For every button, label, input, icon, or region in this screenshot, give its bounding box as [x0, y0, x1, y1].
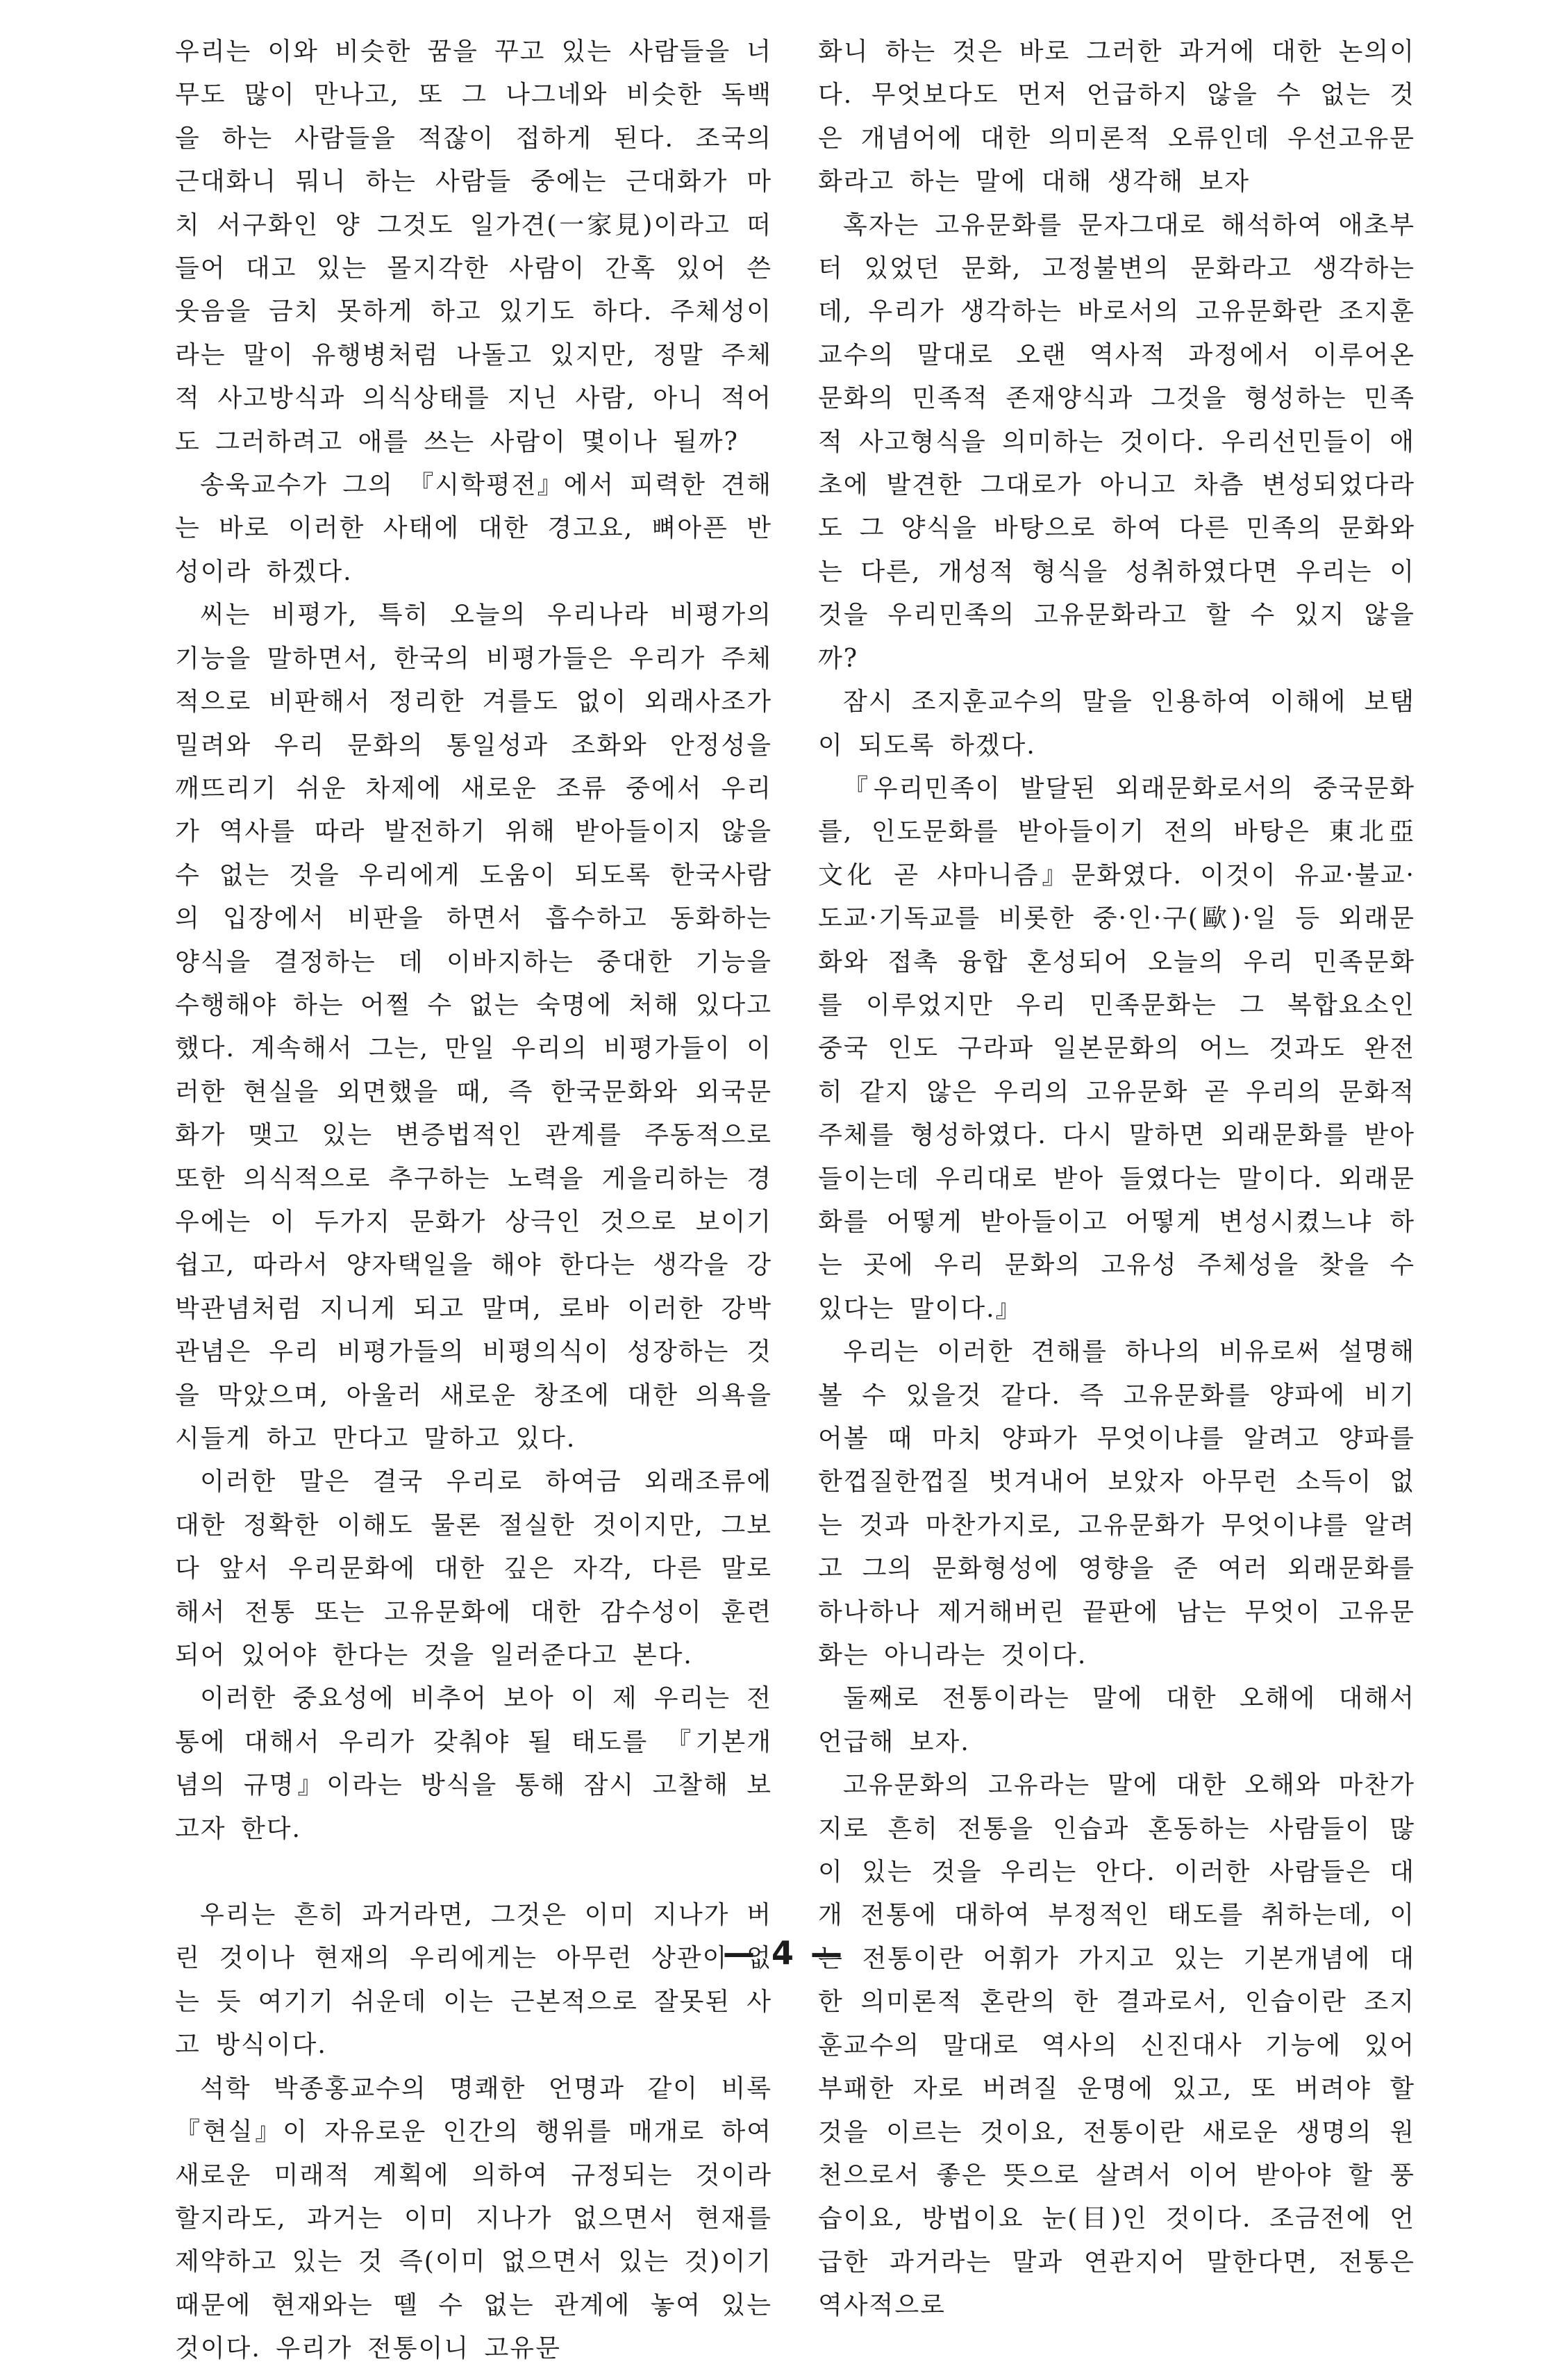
paragraph: 우리는 이러한 견해를 하나의 비유로써 설명해 볼 수 있을것 같다. 즉 고유문화를 양파에 비기어볼 때 마치 양파가 무엇이냐를 알려고 양파를 한껍질한껍질 벗겨내어 보았자 아무런 소득이 없는 것과 마찬가지로, 고유문화가 무엇이냐를 알려고 그의 문화형성에 영향을 준 여러 외래문화를 하나하나 제거해버린 끝판에 남는 무엇이 고유문화는 아니라는 것이다.	[818, 1338, 1415, 1670]
paragraph: 석학 박종홍교수의 명쾌한 언명과 같이 비록『현실』이 자유로운 인간의 행위를 매개로 하여 새로운 미래적 계획에 의하여 규정되는 것이라 할지라도, 과거는 이미 지나가 없으면서 현재를 제약하고 있는 것 즉(이미 없으면서 있는 것)이기 때문에 현재와는 뗄 수 없는 관계에 놓여 있는 것이다. 우리가 전통이니 고유문	[175, 2074, 772, 2363]
paragraph: 이러한 말은 결국 우리로 하여금 외래조류에 대한 정확한 이해도 물론 절실한 것이지만, 그보다 앞서 우리문화에 대한 깊은 자각, 다른 말로 해서 전통 또는 고유문화에 대한 감수성이 훈련되어 있어야 한다는 것을 일러준다고 본다.	[175, 1467, 772, 1670]
paragraph: 우리는 이와 비슷한 꿈을 꾸고 있는 사람들을 너무도 많이 만나고, 또 그 나그네와 비슷한 독백을 하는 사람들을 적잖이 접하게 된다. 조국의 근대화니 뭐니 하는 사람들 중에는 근대화가 마치 서구화인 양 그것도 일가견(一家見)이라고 떠들어 대고 있는 몰지각한 사람이 간혹 있어 쓴 웃음을 금치 못하게 하고 있기도 하다. 주체성이라는 말이 유행병처럼 나돌고 있지만, 정말 주체적 사고방식과 의식상태를 지닌 사람, 아니 적어도 그러하려고 애를 쓰는 사람이 몇이나 될까?	[175, 38, 772, 456]
paragraph: 이러한 중요성에 비추어 보아 이 제 우리는 전통에 대해서 우리가 갖춰야 될 태도를 『기본개념의 규명』이라는 방식을 통해 잠시 고찰해 보고자 한다.	[175, 1684, 772, 1843]
paragraph: 화니 하는 것은 바로 그러한 과거에 대한 논의이다. 무엇보다도 먼저 언급하지 않을 수 없는 것은 개념어에 대한 의미론적 오류인데 우선고유문화라고 하는 말에 대해 생각해 보자	[818, 38, 1415, 197]
paragraph: 둘째로 전통이라는 말에 대한 오해에 대해서 언급해 보자.	[818, 1684, 1415, 1756]
paragraph: 잠시 조지훈교수의 말을 인용하여 이해에 보탬이 되도록 하겠다.	[818, 688, 1415, 760]
quoted-paragraph: 『우리민족이 발달된 외래문화로서의 중국문화를, 인도문화를 받아들이기 전의 바탕은 東北亞文化 곧 샤마니즘』문화였다. 이것이 유교·불교·도교·기독교를 비롯한 중·인·구(歐)·일 등 외래문화와 접촉 융합 혼성되어 오늘의 우리 민족문화를 이루었지만 우리 민족문화는 그 복합요소인 중국 인도 구라파 일본문화의 어느 것과도 완전히 같지 않은 우리의 고유문화 곧 우리의 문화적 주체를 형성하였다. 다시 말하면 외래문화를 받아들이는데 우리대로 받아 들였다는 말이다. 외래문화를 어떻게 받아들이고 어떻게 변성시켰느냐 하는 곳에 우리 문화의 고유성 주체성을 찾을 수 있다는 말이다.』	[818, 774, 1415, 1323]
paragraph: 송욱교수가 그의 『시학평전』에서 피력한 견해는 바로 이러한 사태에 대한 경고요, 뼈아픈 반성이라 하겠다.	[175, 471, 772, 586]
left-text-column	[175, 31, 772, 2371]
right-text-column	[818, 31, 1415, 2328]
paragraph: 우리는 흔히 과거라면, 그것은 이미 지나가 버린 것이나 현재의 우리에게는 아무런 상관이 없는 듯 여기기 쉬운데 이는 근본적으로 잘못된 사고 방식이다.	[175, 1901, 772, 2060]
paragraph: 혹자는 고유문화를 문자그대로 해석하여 애초부터 있었던 문화, 고정불변의 문화라고 생각하는데, 우리가 생각하는 바로서의 고유문화란 조지훈교수의 말대로 오랜 역사적 과정에서 이루어온 문화의 민족적 존재양식과 그것을 형성하는 민족적 사고형식을 의미하는 것이다. 우리선민들이 애초에 발견한 그대로가 아니고 차츰 변성되었다라도 그 양식을 바탕으로 하여 다른 민족의 문화와는 다른, 개성적 형식을 성취하였다면 우리는 이것을 우리민족의 고유문화라고 할 수 있지 않을까?	[818, 210, 1415, 673]
paragraph: 고유문화의 고유라는 말에 대한 오해와 마찬가지로 흔히 전통을 인습과 혼동하는 사람들이 많이 있는 것을 우리는 안다. 이러한 사람들은 대개 전통에 대하여 부정적인 태도를 취하는데, 이는 전통이란 어휘가 가지고 있는 기본개념에 대한 의미론적 혼란의 한 결과로서, 인습이란 조지훈교수의 말대로 역사의 신진대사 기능에 있어 부패한 자로 버려질 운명에 있고, 또 버려야 할것을 이르는 것이요, 전통이란 새로운 생명의 원천으로서 좋은 뜻으로 살려서 이어 받아야 할 풍습이요, 방법이요 눈(目)인 것이다. 조금전에 언급한 과거라는 말과 연관지어 말한다면, 전통은 역사적으로	[818, 1771, 1415, 2320]
page-number: — 4 —	[722, 1934, 846, 1972]
paragraph: 씨는 비평가, 특히 오늘의 우리나라 비평가의 기능을 말하면서, 한국의 비평가들은 우리가 주체적으로 비판해서 정리한 겨를도 없이 외래사조가 밀려와 우리 문화의 통일성과 조화와 안정성을 깨뜨리기 쉬운 차제에 새로운 조류 중에서 우리가 역사를 따라 발전하기 위해 받아들이지 않을 수 없는 것을 우리에게 도움이 되도록 한국사람의 입장에서 비판을 하면서 흡수하고 동화하는 양식을 결정하는 데 이바지하는 중대한 기능을 수행해야 하는 어쩔 수 없는 숙명에 처해 있다고 했다. 계속해서 그는, 만일 우리의 비평가들이 이러한 현실을 외면했을 때, 즉 한국문화와 외국문화가 맺고 있는 변증법적인 관계를 주동적으로 또한 의식적으로 추구하는 노력을 게을리하는 경우에는 이 두가지 문화가 상극인 것으로 보이기 쉽고, 따라서 양자택일을 해야 한다는 생각을 강박관념처럼 지니게 되고 말며, 로바 이러한 강박관념은 우리 비평가들의 비평의식이 성장하는 것을 막았으며, 아울러 새로운 창조에 대한 의욕을 시들게 하고 만다고 말하고 있다.	[175, 601, 772, 1453]
